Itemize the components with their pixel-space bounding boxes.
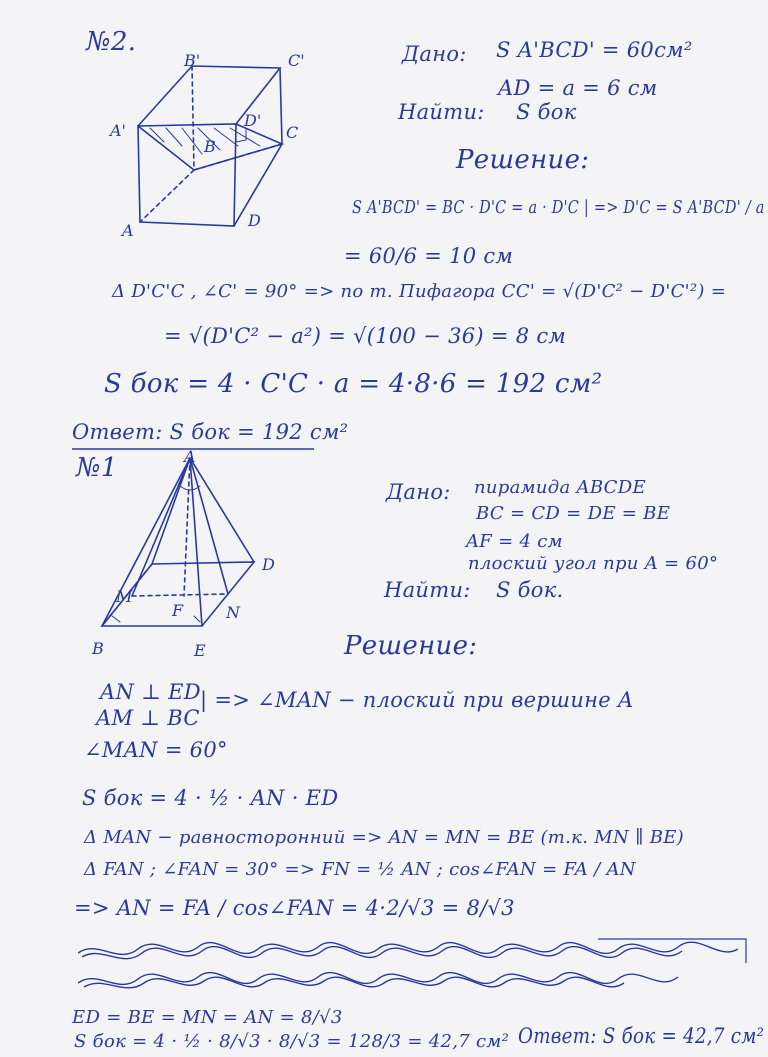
p1-line-6: Δ FAN ; ∠FAN = 30° => FN = ½ AN ; cos∠FAN = FA / AN	[84, 859, 636, 880]
p2-given-area: S A'BCD' = 60см²	[496, 38, 693, 62]
p1-line-7: => AN = FA / cos∠FAN = 4·2/√3 = 8/√3	[74, 896, 515, 920]
label-c: C	[286, 123, 299, 142]
p2-line-4: = √(D'C² − a²) = √(100 − 36) = 8 см	[164, 324, 567, 348]
p1-find-label: Найти:	[384, 578, 471, 602]
p1-find-value: S бок.	[496, 578, 564, 602]
p1-solution-title: Решение:	[344, 631, 478, 661]
p2-answer: Ответ: S бок = 192 см²	[72, 420, 349, 444]
p1-line-1: AN ⊥ ED	[100, 680, 201, 704]
label-d1: D'	[244, 111, 262, 130]
pyr-label-n: N	[226, 603, 240, 622]
p2-line-1: S A'BCD' = BC · D'C = a · D'C | => D'C = S A'BCD' / a	[352, 197, 765, 218]
p1-given-2: BC = CD = DE = BE	[476, 503, 671, 524]
p1-line-9: S бок = 4 · ½ · 8/√3 · 8/√3 = 128/3 = 42,7 см²	[74, 1031, 510, 1052]
crossed-out-scribble	[78, 935, 748, 997]
p1-line-2: AM ⊥ BC	[96, 706, 200, 730]
problem1-number: №1	[76, 453, 118, 483]
p1-given-label: Дано:	[386, 480, 451, 504]
p2-given-label: Дано:	[402, 42, 467, 66]
label-b: B	[204, 137, 216, 156]
p2-given-ad: AD = a = 6 см	[498, 76, 658, 100]
p1-answer: Ответ: S бок = 42,7 см²	[518, 1024, 765, 1048]
pyr-label-m: M	[116, 587, 133, 606]
problem2-number: №2.	[86, 27, 137, 57]
label-a: A	[122, 221, 134, 240]
pyr-label-b: B	[92, 639, 104, 658]
p1-given-4: плоский угол при A = 60°	[468, 553, 719, 574]
pyr-label-f: F	[172, 601, 184, 620]
label-a1: A'	[110, 121, 126, 140]
p1-given-3: AF = 4 см	[466, 531, 563, 552]
label-c1: C'	[288, 51, 305, 70]
p1-given-1: пирамида ABCDE	[474, 477, 646, 498]
p1-line-8: ED = BE = MN = AN = 8/√3	[72, 1007, 343, 1028]
label-d: D	[248, 211, 261, 230]
p1-line-2b: | => ∠MAN − плоский при вершине A	[200, 688, 634, 712]
p1-line-3: ∠MAN = 60°	[84, 738, 228, 762]
p2-solution-title: Решение:	[456, 145, 590, 175]
label-b1: B'	[184, 51, 201, 70]
pyr-label-e: E	[194, 641, 206, 660]
p2-find-label: Найти:	[398, 100, 485, 124]
p2-find-value: S бок	[516, 100, 577, 124]
p2-line-3: Δ D'C'C , ∠C' = 90° => по т. Пифагора CC' = √(D'C² − D'C'²) =	[112, 281, 727, 302]
pyr-label-d: D	[262, 555, 275, 574]
p1-line-4: S бок = 4 · ½ · AN · ED	[82, 786, 339, 810]
p2-line-5: S бок = 4 · C'C · a = 4·8·6 = 192 см²	[104, 369, 603, 399]
p1-line-5: Δ MAN − равносторонний => AN = MN = BE (т.к. MN ∥ BE)	[84, 827, 685, 848]
p2-line-2: = 60/6 = 10 см	[344, 244, 514, 268]
pyr-label-a: A	[184, 447, 196, 466]
